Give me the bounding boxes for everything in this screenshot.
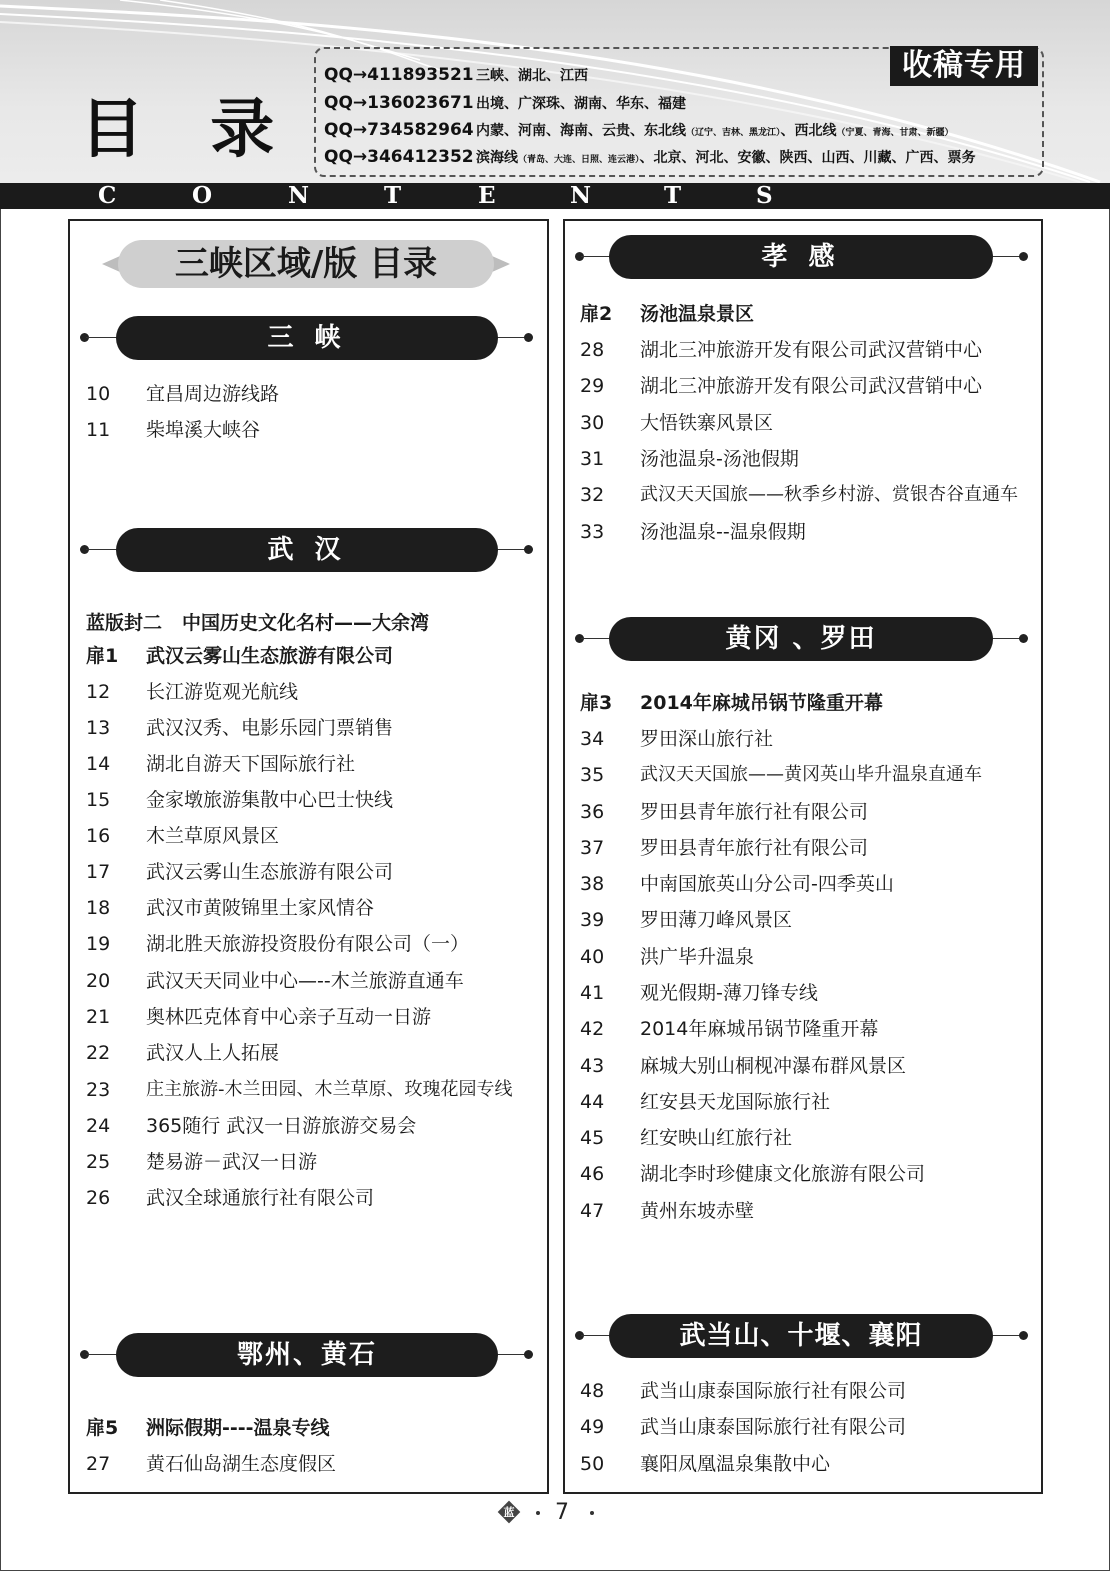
contents-letter: N xyxy=(570,182,592,209)
qq-regions-note: （青岛、大连、日照、连云港） xyxy=(518,155,640,165)
section-heading-huanggang-luotian: 黄冈 、罗田 xyxy=(575,617,1030,661)
page-title: 目 录 xyxy=(80,93,297,167)
badge-label: 蓝 xyxy=(503,1506,515,1519)
contents-letter: T xyxy=(664,182,682,209)
contents-letter: N xyxy=(288,182,310,209)
qq-number: QQ→136023671 xyxy=(324,93,474,113)
contents-bar xyxy=(0,183,1110,209)
contents-letter: T xyxy=(384,182,402,209)
contents-letter: E xyxy=(478,182,496,209)
qq-regions: 滨海线 xyxy=(476,150,518,166)
main-heading-banner xyxy=(100,236,512,292)
qq-regions: 内蒙、河南、海南、云贵、东北线 xyxy=(476,123,686,139)
qq-regions-tail: 、北京、河北、安徽、陕西、山西、川藏、广西、票务 xyxy=(639,150,976,166)
contents-letter: O xyxy=(192,182,213,209)
left-column xyxy=(68,219,549,1494)
section-heading-wuhan: 武 汉 xyxy=(80,528,535,572)
section-heading-ezhou-huangshi: 鄂州、黄石 xyxy=(80,1333,535,1377)
page-number xyxy=(0,1499,1110,1529)
qq-number: QQ→411893521 xyxy=(324,65,474,85)
qq-row xyxy=(324,65,588,85)
page-number-value: 7 xyxy=(555,1500,569,1525)
qq-regions: 出境、广深珠、湖南、华东、福建 xyxy=(476,96,686,112)
qq-row xyxy=(324,120,954,140)
qq-row xyxy=(324,147,976,167)
contents-letter: C xyxy=(98,182,117,209)
section-heading-wudang-shiyan-xiangyang: 武当山、十堰、襄阳 xyxy=(575,1314,1030,1358)
main-heading: 三峡区域/版 目录 xyxy=(174,244,438,284)
qq-regions-note: （辽宁、吉林、黑龙江） xyxy=(686,128,781,138)
section-heading-xiaogan: 孝 感 xyxy=(575,235,1030,279)
section-heading-sanxia: 三 峡 xyxy=(80,316,535,360)
qq-row xyxy=(324,93,686,113)
qq-regions-tail: 、西北线 xyxy=(780,123,837,139)
contents-letter: S xyxy=(756,182,773,209)
qq-regions: 三峡、湖北、江西 xyxy=(476,68,588,84)
qq-regions-note: （宁夏、青海、甘肃、新疆） xyxy=(836,128,954,138)
qq-number: QQ→346412352 xyxy=(324,147,474,167)
submission-stamp: 收稿专用 xyxy=(890,46,1038,86)
qq-number: QQ→734582964 xyxy=(324,120,474,140)
header xyxy=(0,0,1110,183)
